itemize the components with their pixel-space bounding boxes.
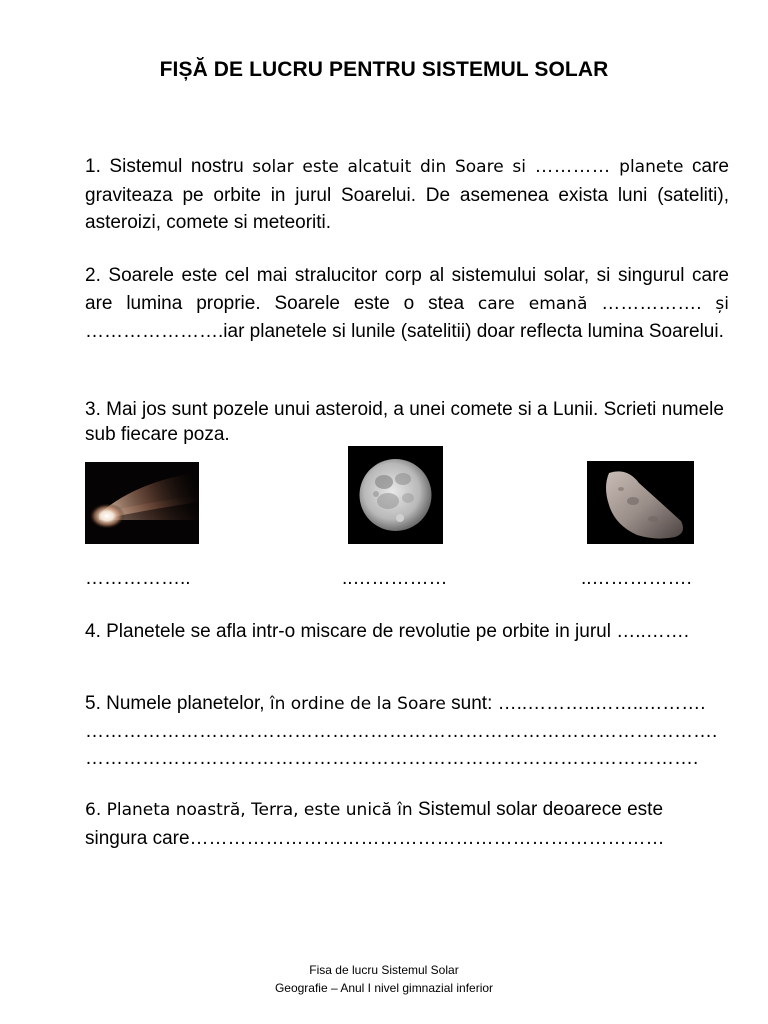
page-title: FIȘĂ DE LUCRU PENTRU SISTEMUL SOLAR [159,58,609,81]
answer-blank-asteroid: ..……………. [581,568,692,589]
q2-blank: ……………. [587,292,716,314]
q5-line-1 [85,690,729,718]
q6-line-2: singura care………………………………………………………………… [85,827,665,849]
question-5 [85,690,729,772]
q1-rest: care graviteaza pe orbite in jurul Soarelui. De asemenea exista luni (sateliti), asteroizi, comete si meteoriti. [85,156,730,233]
q5-prefix: 5. Numele planetelor, [85,693,270,714]
q5-line-2: ………………………………………………………………………………………. [85,721,718,742]
asteroid-image [587,461,694,544]
q1-bold-2: planete [619,157,684,177]
q2-bold-2: și [715,293,730,314]
question-1 [85,153,729,237]
answer-blank-moon: ..…………… [342,568,448,589]
q5-rest: sunt: …..………..……..………. [445,693,706,714]
q5-bold-1: în ordine de la Soare [269,694,446,714]
page-footer [0,961,768,997]
q6-bold-1: 6. Planeta noastră, Terra, este unică în [85,800,413,820]
q5-line-3: ……………………………………………………………………………………. [85,748,699,769]
question-2 [85,262,729,346]
q2-bold-1: care emană [477,293,588,314]
question-4: 4. Planetele se afla intr-o miscare de revolutie pe orbite in jurul …..……. [85,621,690,642]
q1-prefix: 1. Sistemul nostru [85,156,253,177]
comet-image [85,462,199,544]
moon-image [348,446,443,544]
question-6 [85,796,729,852]
footer-line-2: Geografie – Anul I nivel gimnazial inferior [274,981,494,995]
footer-line-1: Fisa de lucru Sistemul Solar [309,963,459,977]
q6-rest: Sistemul solar deoarece este [412,799,664,820]
question-3: 3. Mai jos sunt pozele unui asteroid, a unei comete si a Lunii. Scrieti numele sub fiecare poza. [85,399,724,445]
answer-blank-comet: …………….. [85,568,191,589]
q1-blank: ………… [525,156,620,177]
q2-rest: ………………….iar planetele si lunile (satelitii) doar reflecta lumina Soarelui. [85,321,724,342]
q1-bold-1: solar este alcatuit din Soare si [252,157,526,177]
q2-prefix: 2. Soarele este cel mai stralucitor corp al sistemului solar, si singurul care are lumina proprie. Soarele este o stea [85,265,729,314]
q6-line-1 [85,796,729,825]
